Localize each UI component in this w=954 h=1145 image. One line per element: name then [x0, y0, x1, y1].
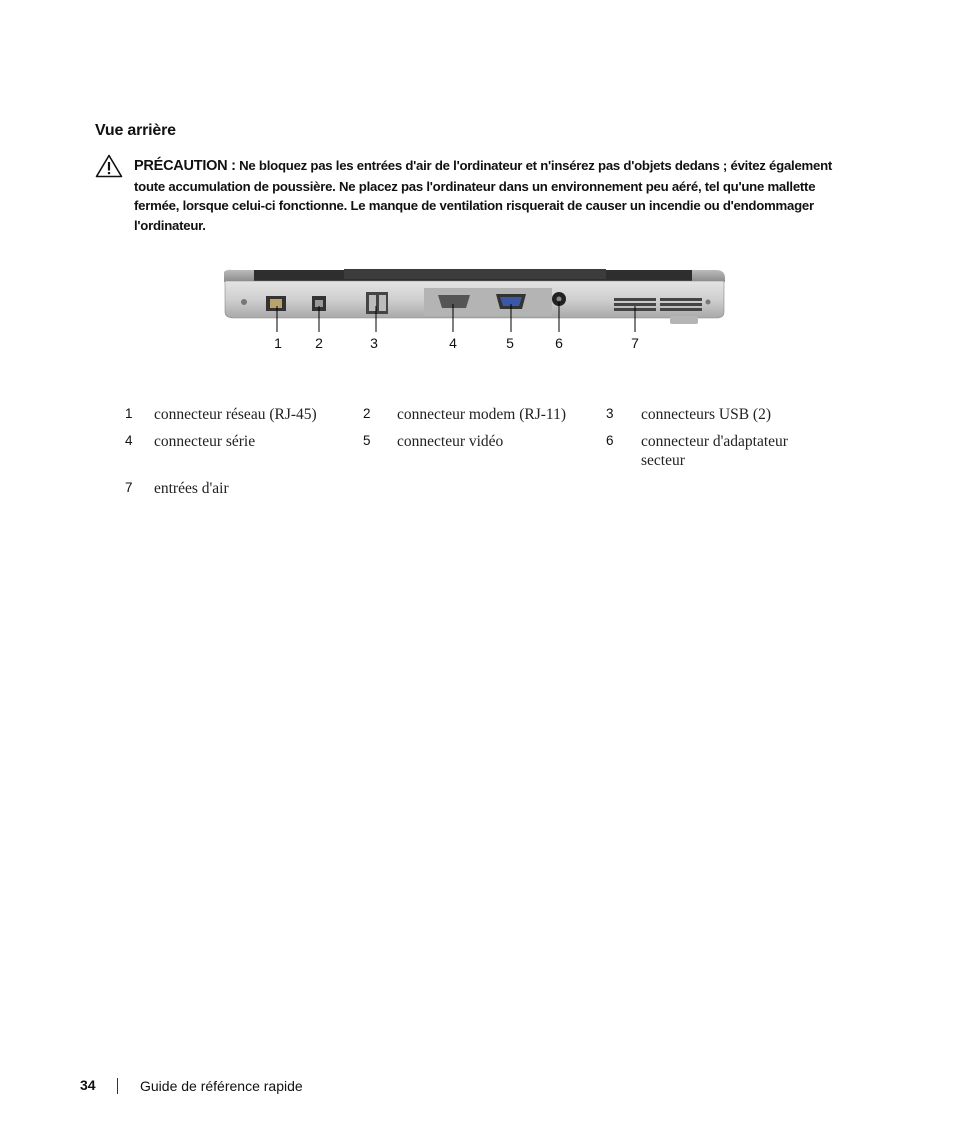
legend-num: 3	[606, 406, 614, 421]
footer-title: Guide de référence rapide	[140, 1078, 303, 1094]
caution-notice	[134, 156, 854, 235]
legend-num: 7	[125, 480, 133, 495]
legend-text: entrées d'air	[154, 480, 229, 497]
legend-text: connecteur modem (RJ-11)	[397, 406, 567, 423]
callout-7: 7	[631, 335, 639, 351]
page-number: 34	[80, 1077, 96, 1093]
caution-text: Ne bloquez pas les entrées d'air de l'ordinateur et n'insérez pas d'objets dedans ; évitez également toute accumulation de poussière. Ne placez pas l'ordinateur dans un environnement peu aéré, tel qu'une mallette fermée, lorsque celui-ci fonctionne. Le manque de ventilation risquerait de causer un incendie ou d'endommager l'ordinateur.	[134, 158, 833, 233]
callout-1: 1	[274, 335, 282, 351]
callout-4: 4	[449, 335, 457, 351]
callout-2: 2	[315, 335, 323, 351]
legend-num: 6	[606, 433, 614, 448]
section-heading: Vue arrière	[95, 122, 176, 139]
legend-text: connecteur d'adaptateur secteur	[641, 433, 788, 469]
legend-num: 4	[125, 433, 133, 448]
legend-text: connecteur série	[154, 433, 256, 450]
legend-num: 5	[363, 433, 371, 448]
warning-triangle-icon	[95, 154, 123, 178]
legend-text: connecteurs USB (2)	[641, 406, 771, 423]
legend-num: 2	[363, 406, 371, 421]
callout-3: 3	[370, 335, 378, 351]
caution-label: PRÉCAUTION :	[134, 158, 236, 174]
legend-text: connecteur réseau (RJ-45)	[154, 406, 317, 423]
callout-6: 6	[555, 335, 563, 351]
legend-num: 1	[125, 406, 133, 421]
legend-text: connecteur vidéo	[397, 433, 504, 450]
laptop-back-view-image	[222, 268, 727, 332]
callout-5: 5	[506, 335, 514, 351]
footer-divider	[117, 1078, 118, 1094]
